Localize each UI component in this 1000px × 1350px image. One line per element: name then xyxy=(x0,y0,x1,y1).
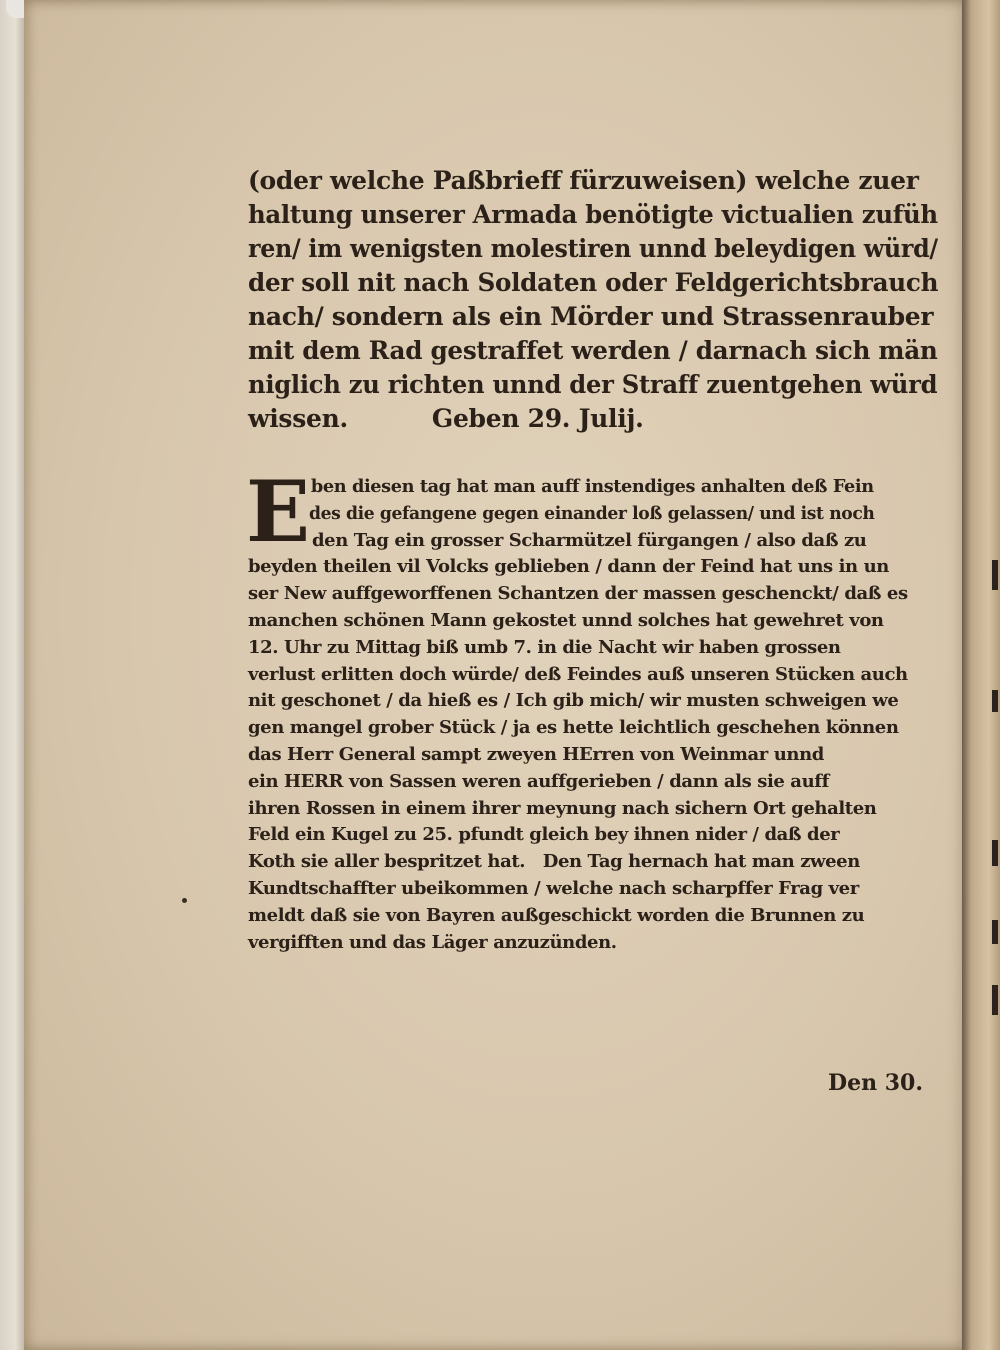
text-line: ser New auffgeworffenen Schantzen der massen geschenckt/ daß es xyxy=(248,583,908,605)
edge-mark xyxy=(992,560,998,590)
drop-cap: E xyxy=(246,462,311,561)
next-page-edge xyxy=(962,0,1000,1350)
text-line: niglich zu richten unnd der Straff zuentgehen würd xyxy=(248,370,938,399)
edge-mark xyxy=(992,840,998,866)
ink-spot xyxy=(182,898,187,903)
edge-mark xyxy=(992,985,998,1015)
text-line: den Tag ein grosser Scharmützel fürgangen / also daß zu xyxy=(312,529,867,551)
text-line: gen mangel grober Stück / ja es hette leichtlich geschehen können xyxy=(248,717,899,739)
text-line: ein HERR von Sassen weren auffgerieben / dann als sie auff xyxy=(248,770,829,792)
text-line: manchen schönen Mann gekostet unnd solches hat gewehret von xyxy=(248,609,884,631)
text-line: Feld ein Kugel zu 25. pfundt gleich bey ihnen nider / daß der xyxy=(248,824,840,846)
text-line: ihren Rossen in einem ihrer meynung nach sichern Ort gehalten xyxy=(248,797,877,819)
catchword: Den 30. xyxy=(828,1070,924,1096)
text-line: das Herr General sampt zweyen HErren von Weinmar unnd xyxy=(248,743,824,765)
text-line: beyden theilen vil Volcks geblieben / dann der Feind hat uns in un xyxy=(248,556,889,578)
text-line: wissen. Geben 29. Julij. xyxy=(248,404,644,433)
text-line: verlust erlitten doch würde/ deß Feindes auß unseren Stücken auch xyxy=(248,663,908,685)
text-line: 12. Uhr zu Mittag biß umb 7. in die Nacht wir haben grossen xyxy=(248,636,841,658)
text-line: der soll nit nach Soldaten oder Feldgerichtsbrauch xyxy=(248,268,939,297)
text-line: Kundtschaffter ubeikommen / welche nach scharpffer Frag ver xyxy=(248,877,859,899)
text-line: vergifften und das Läger anzuzünden. xyxy=(248,931,617,953)
text-line: nit geschonet / da hieß es / Ich gib mich/ wir musten schweigen we xyxy=(248,690,899,712)
edge-mark xyxy=(992,920,998,944)
text-line: (oder welche Paßbrieff fürzuweisen) welche zuer xyxy=(248,166,919,195)
previous-page-edge xyxy=(0,0,26,1350)
text-line: des die gefangene gegen einander loß gelassen/ und ist noch xyxy=(308,502,875,524)
second-paragraph xyxy=(246,462,938,956)
text-line: haltung unserer Armada benötigte victualien zufüh xyxy=(248,200,938,229)
text-line: nach/ sondern als ein Mörder und Strassenrauber xyxy=(248,302,934,331)
text-line: mit dem Rad gestraffet werden / darnach sich män xyxy=(248,336,938,365)
text-line: meldt daß sie von Bayren außgeschickt worden die Brunnen zu xyxy=(248,904,865,926)
text-line: Koth sie aller bespritzet hat. Den Tag hernach hat man zween xyxy=(248,851,860,873)
text-line: ben diesen tag hat man auff instendiges anhalten deß Fein xyxy=(310,476,874,497)
text-line: ren/ im wenigsten molestiren unnd beleydigen würd/ xyxy=(248,234,938,263)
edge-mark xyxy=(992,690,998,712)
first-paragraph xyxy=(248,164,938,436)
